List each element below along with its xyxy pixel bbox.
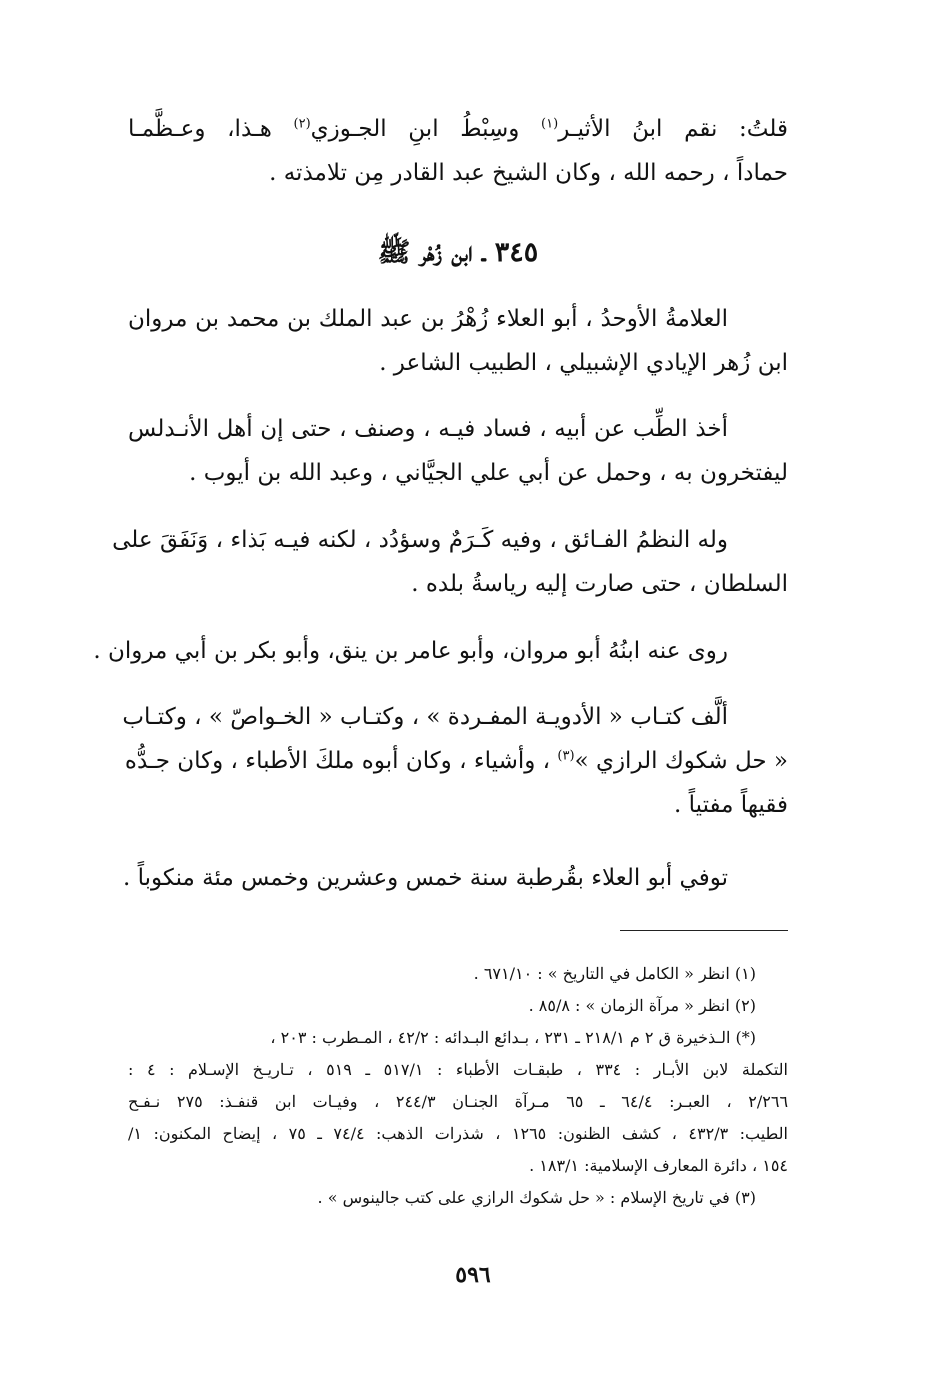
footnote-sources-line-5: ١٥٤ ، دائرة المعارف الإسلامية: ١٨٣/١ . [529, 1156, 788, 1175]
paragraph-2-line-1: أخذ الطِّب عن أبيه ، فساد فيـه ، وصنف ، حتى إن أهل الأنـدلس [128, 416, 728, 442]
intro-text-c: هـذا، وعـظَّمـا [128, 116, 294, 142]
footnote-separator [620, 930, 788, 931]
paragraph-5-line-1: ألَّف كتـاب « الأدويـة المفـردة » ، وكتـاب « الخـواصّ » ، وكتـاب [122, 704, 728, 730]
book-title-razi: « حل شكوك الرازي » [574, 748, 788, 774]
paragraph-3-line-1: وله النظمُ الفـائق ، وفيه كَـرَمٌ وسؤدُد ، لكنه فيـه بَذاء ، وَنَفَقَ على [112, 527, 728, 553]
intro-text-b: وسِبْطُ ابنِ الجـوزي [310, 116, 542, 142]
footnote-ref-1[interactable]: (١) [541, 116, 559, 132]
paragraph-4-line-1: روى عنه ابنُهُ أبو مروان، وأبو عامر بن ينق، وأبو بكر بن أبي مروان . [93, 638, 728, 664]
footnote-1: (١) انظر « الكامل في التاريخ » : ٦٧١/١٠ . [473, 964, 756, 983]
footnote-sources-line-2: التكملة لابن الأبـار : ٣٣٤ ، طبقـات الأطباء : ٥١٧/١ ـ ٥١٩ ، تـاريـخ الإسـلام : ٤ : [128, 1060, 788, 1079]
footnote-sources-line-4: الطيب: ٤٣٢/٣ ، كشف الظنون: ١٢٦٥ ، شذرات الذهب: ٧٤/٤ ـ ٧٥ ، إيضاح المكنون: ١/ [128, 1124, 789, 1143]
paragraph-4 [93, 629, 788, 673]
paragraph-5 [122, 695, 788, 827]
paragraph-1 [128, 297, 788, 385]
paragraph-2 [128, 407, 788, 495]
footnote-3: (٣) في تاريخ الإسلام : « حل شكوك الرازي على كتب جالينوس » . [317, 1188, 756, 1207]
footnote-ref-3[interactable]: (٣) [557, 748, 575, 764]
intro-text-a: قلتُ: نقم ابنُ الأثيـر [558, 116, 788, 142]
paragraph-1-line-1: العلامةُ الأوحدُ ، أبو العلاء زُهْرُ بن عبد الملك بن محمد بن مروان [128, 306, 728, 332]
footnotes-section [128, 958, 788, 1214]
entry-heading: ٣٤٥ ـ ابن زُهْر ﷺ [377, 237, 539, 268]
footnote-ref-2[interactable]: (٢) [293, 116, 311, 132]
page-number: ٥٩٦ [455, 1262, 491, 1288]
footnote-sources-line-3: ٢/٢٦٦ ، العبـر: ٦٤/٤ ـ ٦٥ مـرآة الجنـان ٢٤٤/٣ ، وفيـات ابن قنفـذ: ٢٧٥ نـفـح [128, 1092, 789, 1111]
paragraph-5-line-2 [124, 739, 788, 783]
paragraph-1-line-2: ابن زُهر الإيادي الإشبيلي ، الطبيب الشاعر . [379, 350, 788, 376]
paragraph-5-line-3: فقيهاً مفتياً . [674, 792, 788, 818]
paragraph-3-line-2: السلطان ، حتى صارت إليه رياسةُ بلده . [411, 571, 788, 597]
paragraph-5-line-2-rest: ، وأشياء ، وكان أبوه ملكَ الأطباء ، وكان جـدُّه [124, 748, 558, 774]
paragraph-6-line-1: توفي أبو العلاء بقُرطبة سنة خمس وعشرين وخمس مئة منكوباً . [123, 865, 728, 891]
intro-paragraph [128, 107, 788, 195]
intro-line-1 [128, 107, 788, 151]
paragraph-3 [112, 518, 788, 606]
footnote-2: (٢) انظر « مرآة الزمان » : ٨٥/٨ . [528, 996, 756, 1015]
paragraph-2-line-2: ليفتخرون به ، وحمل عن أبي علي الجيَّاني ، وعبد الله بن أيوب . [189, 460, 788, 486]
intro-line-2: حماداً ، رحمه الله ، وكان الشيخ عبد القادر مِن تلامذته . [269, 160, 788, 186]
paragraph-6 [123, 856, 788, 900]
footnote-sources-line-1: (*) الـذخيرة ق ٢ م ٢١٨/١ ـ ٢٣١ ، بـدائع البـدائه : ٤٢/٢ ، المـطرب : ٢٠٣ ، [270, 1028, 756, 1047]
